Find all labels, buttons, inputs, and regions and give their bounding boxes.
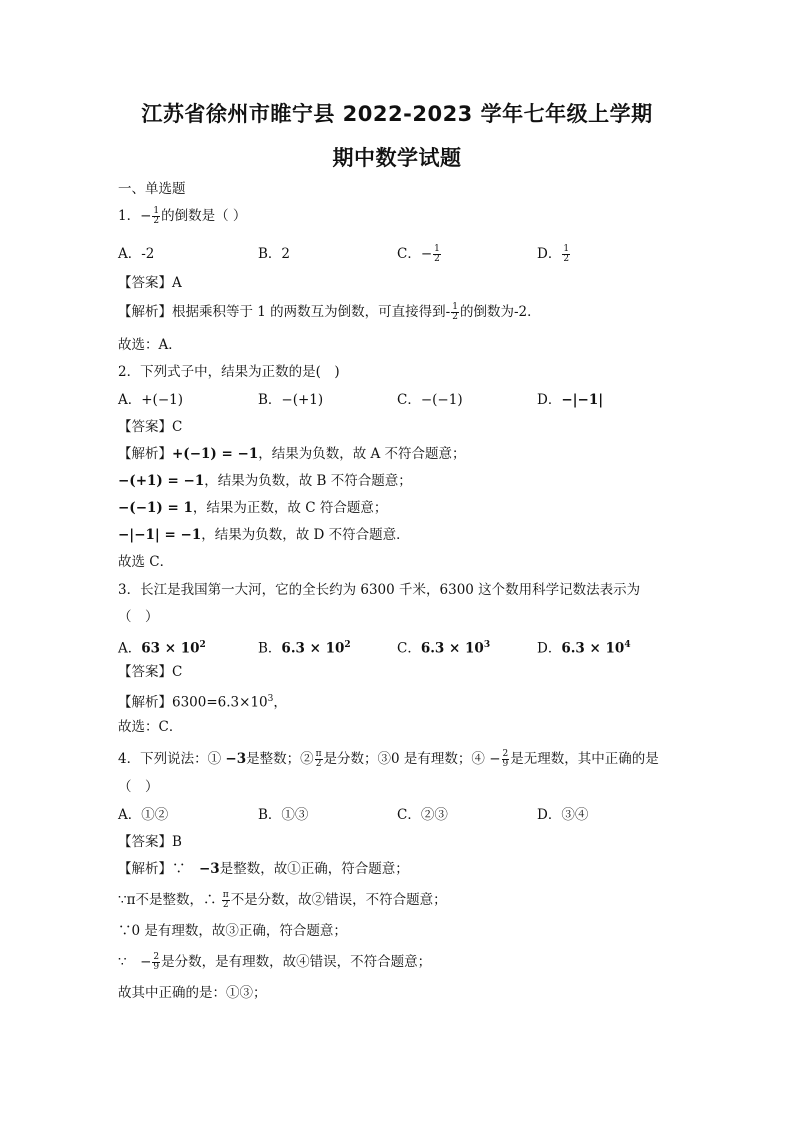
q4-option-b: B．①③ <box>258 807 309 823</box>
q4-stem-fraction-2-9: $\frac{2}{9}$ <box>502 749 509 769</box>
q3-option-b: B．$6.3 \times 10^2$ <box>258 640 351 657</box>
q1-option-b: B．2 <box>258 246 291 262</box>
q4-stem-line2: （ ） <box>118 779 159 795</box>
q2-option-d: D．−|−1| <box>537 392 604 408</box>
q1-analysis-fraction: $\frac{1}{2}$ <box>452 302 458 322</box>
q4-answer: 【答案】B <box>118 834 182 850</box>
q1-option-c: C．− $\frac{1}{2}$ <box>397 244 440 264</box>
q3-answer: 【答案】C <box>118 664 183 680</box>
q4-option-a: A．①② <box>118 807 169 823</box>
q4-option-c: C．②③ <box>397 807 448 823</box>
q4-analysis-line1: 【解析】∵ −3是整数，故①正确，符合题意； <box>118 861 409 877</box>
q1-option-d: D． $\frac{1}{2}$ <box>537 244 570 264</box>
q4-analysis-line4: ∵ − $\frac{2}{9}$ 是分数，是有理数，故④错误，不符合题意； <box>118 952 432 972</box>
q2-analysis-line4: −|−1| = −1，结果为负数，故 D 不符合题意． <box>118 527 410 543</box>
q3-option-d: D．$6.3 \times 10^4$ <box>537 640 631 657</box>
q2-analysis-line2: −(+1) = −1，结果为负数，故 B 不符合题意； <box>118 473 412 489</box>
q2-analysis-line1: 【解析】+(−1) = −1，结果为负数，故 A 不符合题意； <box>118 446 466 462</box>
q4-analysis-fraction-pi: $\frac{\pi}{2}$ <box>222 890 229 910</box>
q4-stem-line1: 4．下列说法：① −3是整数；② $\frac{\pi}{2}$ 是分数；③0 是有理数；④ − $\frac{2}{9}$ 是无理数，其中正确的是 <box>118 749 659 769</box>
q1-stem-fraction: $\frac{1}{2}$ <box>153 206 160 226</box>
q3-stem-line2: （ ） <box>118 609 159 625</box>
q3-analysis: 【解析】$6300=6.3\times 10^3$， <box>118 694 287 711</box>
q2-conclusion: 故选 C． <box>118 554 174 570</box>
document-title-line1: 江苏省徐州市睢宁县 2022-2023 学年七年级上学期 <box>141 102 653 126</box>
q3-conclusion: 故选：C． <box>118 719 183 735</box>
q3-stem-line1: 3．长江是我国第一大河，它的全长约为 6300 千米，6300 这个数用科学记数法表示为 <box>118 582 641 598</box>
q2-option-c: C．−(−1) <box>397 392 463 408</box>
q4-analysis-fraction-2-9: $\frac{2}{9}$ <box>153 952 160 972</box>
q1-stem: 1．− $\frac{1}{2}$ 的倒数是（ ） <box>118 206 247 226</box>
q3-option-a: A．$63 \times 10^2$ <box>118 640 206 657</box>
q4-stem-fraction-pi: $\frac{\pi}{2}$ <box>315 749 322 769</box>
q4-option-d: D．③④ <box>537 807 589 823</box>
q1-option-d-fraction: $\frac{1}{2}$ <box>563 244 570 264</box>
q2-option-a: A．+(−1) <box>118 392 183 408</box>
q2-analysis-line3: −(−1) = 1，结果为正数，故 C 符合题意； <box>118 500 388 516</box>
q4-analysis-line3: ∵0 是有理数，故③正确，符合题意； <box>118 923 347 939</box>
q1-analysis: 【解析】根据乘积等于 1 的两数互为倒数，可直接得到- $\frac{1}{2}$ 的倒数为-2． <box>118 302 541 322</box>
section-heading: 一、单选题 <box>118 181 186 197</box>
q4-conclusion: 故其中正确的是：①③； <box>118 985 267 1001</box>
q1-conclusion: 故选：A． <box>118 337 182 353</box>
document-title-line2: 期中数学试题 <box>332 146 462 170</box>
q2-stem: 2．下列式子中，结果为正数的是( ) <box>118 364 340 380</box>
q2-answer: 【答案】C <box>118 419 183 435</box>
q4-analysis-line2: ∵π不是整数，∴ $\frac{\pi}{2}$ 不是分数，故②错误，不符合题意； <box>118 890 447 910</box>
q1-answer: 【答案】A <box>118 275 182 291</box>
q2-option-b: B．−(+1) <box>258 392 324 408</box>
q1-option-a: A．-2 <box>118 246 155 262</box>
q1-option-c-fraction: $\frac{1}{2}$ <box>434 244 440 264</box>
q3-option-c: C．$6.3 \times 10^3$ <box>397 640 491 657</box>
